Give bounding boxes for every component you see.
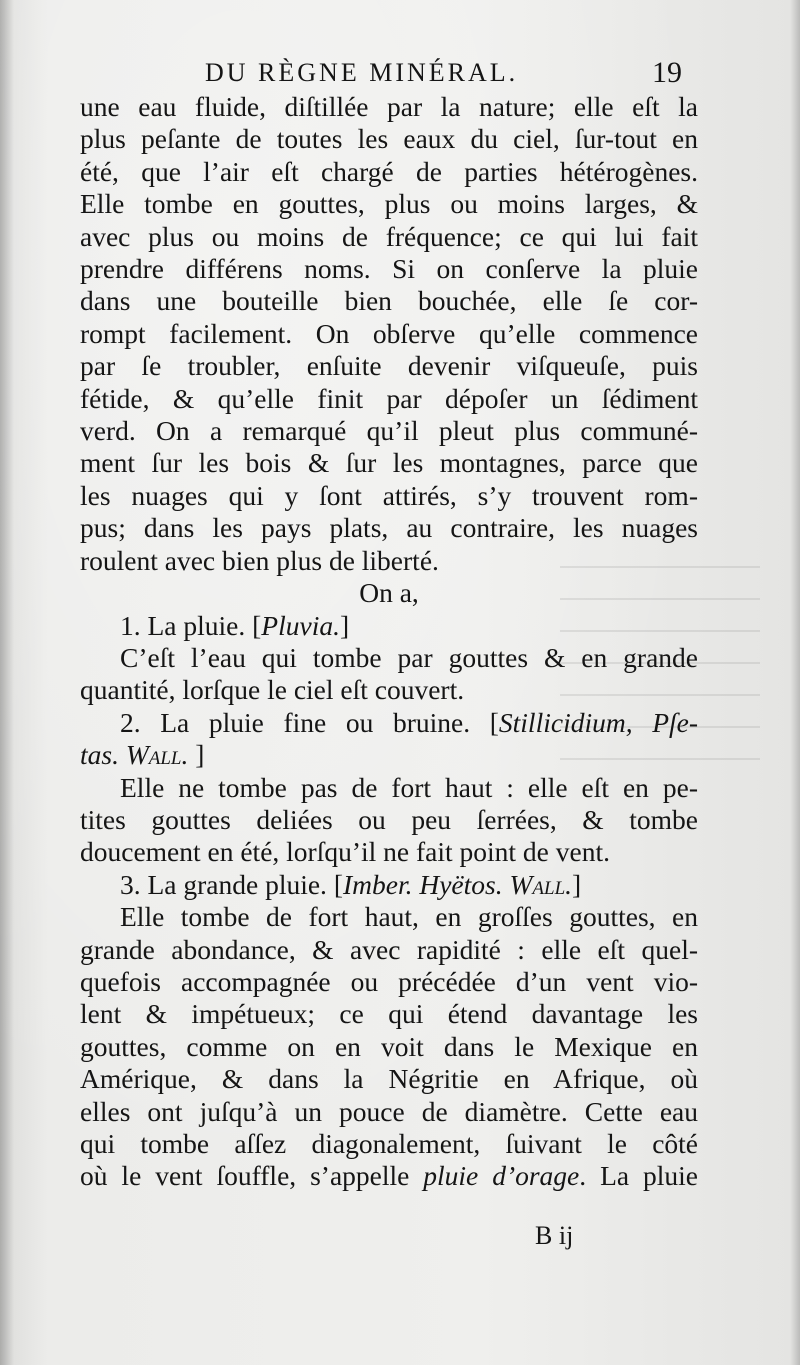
text-line: avec plus ou moins de fréquence; ce qui lui fait (80, 220, 698, 252)
entry-title (80, 610, 698, 642)
entry-grande-pluie (80, 869, 698, 1193)
bracket-close: ] (195, 739, 205, 771)
entry-bruine (80, 707, 698, 869)
latin-name: Pluvia. (261, 609, 340, 641)
signature-mark: B ij (535, 1221, 574, 1250)
bracket-close: ] (339, 609, 350, 641)
text-segment: où le vent ſouffle, s’appelle (80, 1160, 424, 1192)
bracket-open: [ (489, 706, 499, 738)
text-line: ment ſur les bois & ſur les montagnes, parce que (80, 447, 698, 479)
text-line: fétide, & qu’elle finit par dépoſer un ſédiment (80, 382, 698, 414)
page-edge-shadow-left (0, 0, 14, 1365)
latin-name-cont: tas. (80, 739, 119, 771)
text-line: elles ont juſqu’à un pouce de diamètre. Cette eau (80, 1095, 698, 1127)
text-line: une eau fluide, diſtillée par la nature; elle eſt la (80, 91, 698, 122)
entry-title-cont (80, 739, 698, 771)
author-abbrev: Wall. (509, 868, 573, 900)
bracket-close: ] (572, 868, 582, 900)
entry-name: La grande pluie. (147, 868, 327, 900)
text-line: les nuages qui y ſont attirés, s’y trouvent rom- (80, 479, 698, 511)
text-line: quefois accompagnée ou précédée d’un vent vio- (80, 965, 698, 997)
text-line: Elle tombe en gouttes, plus ou moins larges, & (80, 188, 698, 220)
bracket-open: [ (333, 868, 343, 900)
text-line: verd. On a remarqué qu’il pleut plus communé- (80, 415, 698, 447)
body-text (80, 91, 698, 1193)
text-line: quantité, lorſque le ciel eſt couvert. (80, 674, 465, 706)
text-line: plus peſante de toutes les eaux du ciel, ſur-tout en (80, 123, 698, 155)
entry-title (80, 869, 698, 901)
text-line: été, que l’air eſt chargé de parties hétérogènes. (80, 155, 698, 187)
entry-number: 1. (120, 609, 141, 641)
entry-number: 2. (120, 706, 141, 738)
text-line: qui tombe aſſez diagonalement, ſuivant le côté (80, 1128, 698, 1159)
entry-number: 3. (120, 868, 141, 900)
latin-name: Imber. Hyëtos. (342, 868, 503, 900)
text-line: rompt facilement. On obſerve qu’elle commence (80, 317, 698, 349)
text-line: prendre différens noms. Si on conſerve la pluie (80, 253, 698, 285)
text-line: roulent avec bien plus de liberté. (80, 544, 439, 576)
bracket-open: [ (252, 609, 262, 641)
text-line: par ſe troubler, enſuite devenir viſqueuſe, puis (80, 350, 698, 382)
text-line: dans une bouteille bien bouchée, elle ſe cor- (80, 285, 698, 317)
text-line: pus; dans les pays plats, au contraire, les nuages (80, 512, 698, 544)
text-line: Elle tombe de fort haut, en groſſes gouttes, en (120, 901, 698, 933)
text-line: tites gouttes deliées ou peu ſerrées, & tombe (80, 803, 698, 835)
page-edge-shadow-right (790, 0, 800, 1365)
italic-term: pluie d’orage (423, 1160, 580, 1192)
section-heading: On a, (359, 577, 419, 609)
paragraph-intro (80, 91, 698, 577)
text-line: grande abondance, & avec rapidité : elle eſt quel- (80, 933, 698, 965)
author-abbrev: Wall. (125, 739, 189, 771)
entry-pluie (80, 610, 698, 707)
page-number: 19 (652, 56, 682, 89)
text-line: C’eſt l’eau qui tombe par gouttes & en grande (120, 641, 698, 673)
text-line: Elle ne tombe pas de fort haut : elle eſt en pe- (120, 771, 698, 803)
text-line: gouttes, comme on en voit dans le Mexique en (80, 1030, 698, 1062)
text-line: lent & impétueux; ce qui étend davantage les (80, 998, 698, 1030)
entry-name: La pluie fine ou bruine. (160, 706, 471, 738)
text-line: doucement en été, lorſqu’il ne fait point de vent. (80, 836, 610, 868)
latin-name: Stillicidium, Pſe- (498, 706, 699, 738)
entry-name: La pluie. (147, 609, 246, 641)
text-line: Amérique, & dans la Négritie en Afrique, où (80, 1063, 698, 1095)
running-head: DU RÈGNE MINÉRAL. (205, 58, 519, 87)
text-segment: . La pluie (579, 1160, 698, 1192)
text-line (80, 1160, 698, 1192)
entry-title (80, 707, 698, 739)
